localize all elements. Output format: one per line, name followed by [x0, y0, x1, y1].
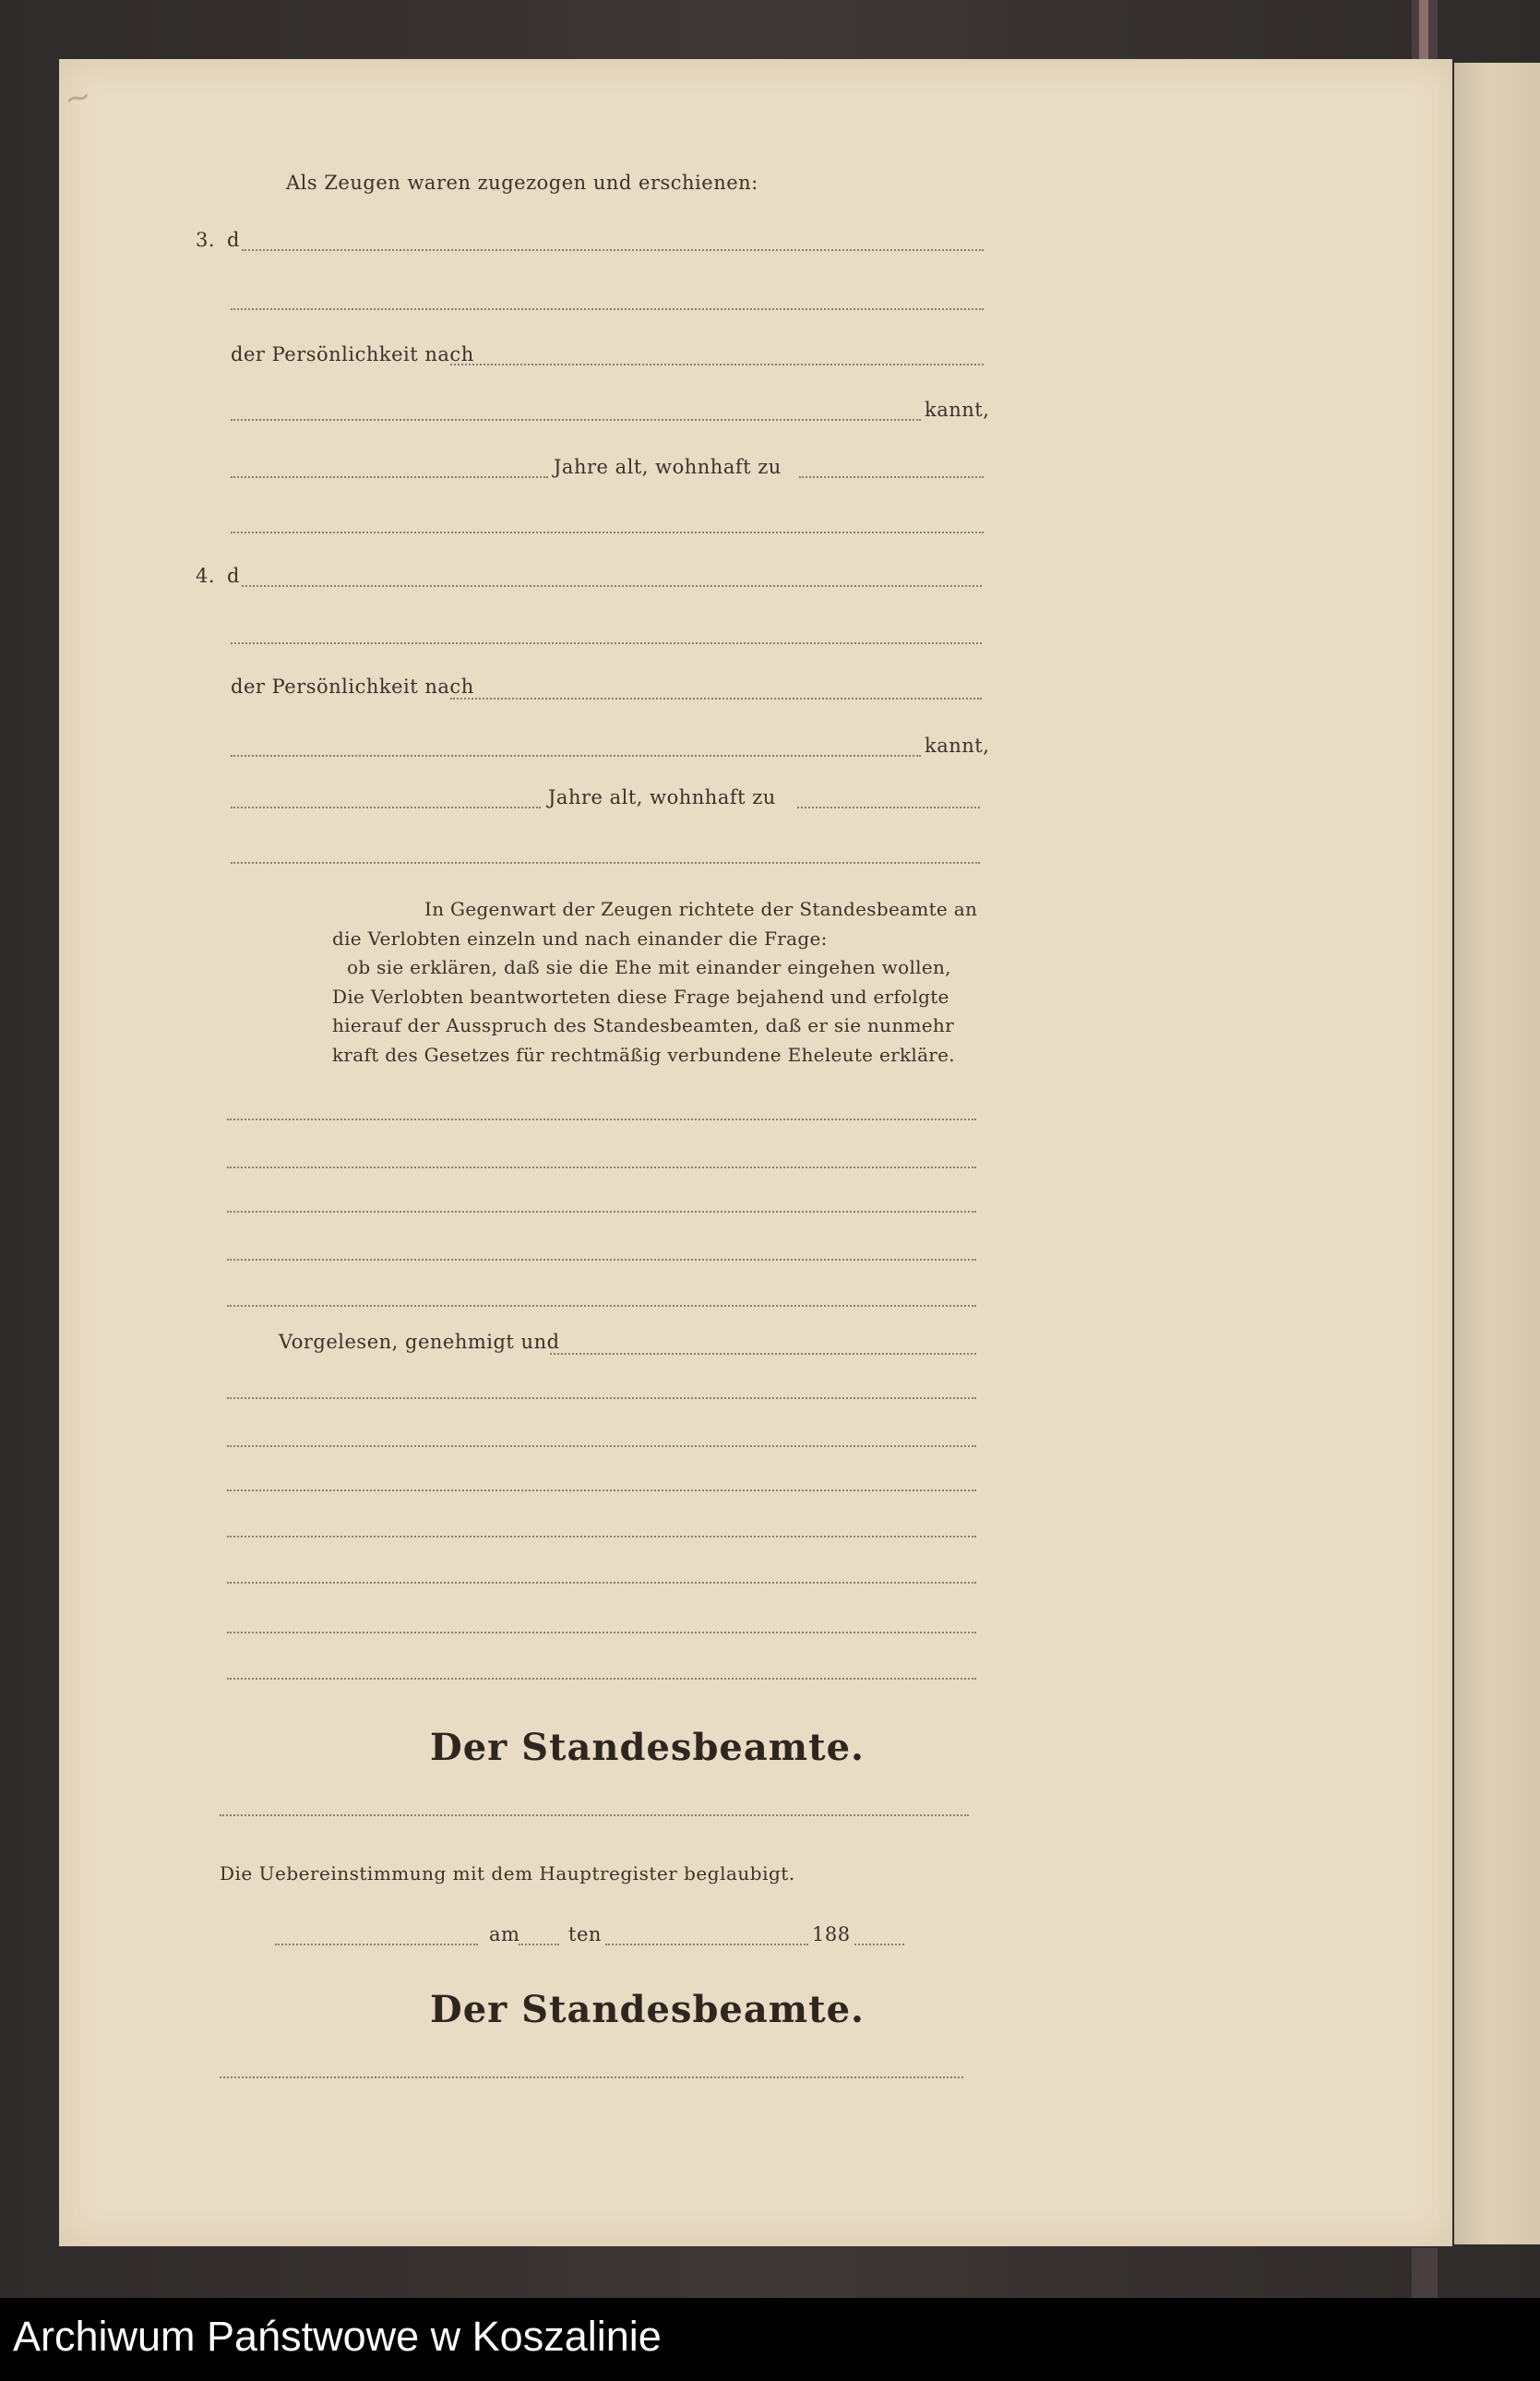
read-approved-line[interactable]: [550, 1353, 976, 1355]
witness-3-name-line[interactable]: [242, 249, 984, 251]
signature-line-7[interactable]: [227, 1678, 976, 1680]
date-ten-label: ten: [568, 1923, 602, 1945]
registrar-signature-line-2[interactable]: [220, 2076, 963, 2078]
blank-line-4[interactable]: [227, 1259, 976, 1261]
registrar-heading: Der Standesbeamte.: [430, 1726, 865, 1769]
ceremony-paragraph: [332, 895, 978, 1070]
blank-line-5[interactable]: [227, 1305, 976, 1307]
date-year-line[interactable]: [854, 1944, 904, 1945]
ceremony-line-4: Die Verlobten beantworteten diese Frage bejahend und erfolgte: [332, 985, 949, 1008]
witness-3-residence-line-2[interactable]: [231, 532, 984, 533]
witness-3-identity-line[interactable]: [450, 364, 984, 365]
witness-3-age-line[interactable]: [231, 476, 548, 478]
witness-3-identity-label: der Persönlichkeit nach: [231, 343, 474, 365]
signature-line-2[interactable]: [227, 1445, 976, 1447]
blank-line-3[interactable]: [227, 1211, 976, 1213]
witness-4-prefix: d: [227, 565, 240, 587]
witness-4-age-residence-label: Jahre alt, wohnhaft zu: [548, 786, 776, 808]
ceremony-line-6: kraft des Gesetzes für rechtmäßig verbundene Eheleute erkläre.: [332, 1043, 955, 1066]
witness-3-known-label: kannt,: [925, 399, 990, 421]
date-day-line[interactable]: [519, 1944, 559, 1945]
witness-4-name-line[interactable]: [242, 585, 982, 587]
ceremony-line-2: die Verlobten einzeln und nach einander die Frage:: [332, 927, 828, 950]
witness-4-number: 4.: [196, 565, 216, 587]
signature-line-6[interactable]: [227, 1632, 976, 1633]
witness-4-age-line[interactable]: [231, 807, 541, 808]
signature-line-3[interactable]: [227, 1490, 976, 1491]
witness-4-known-label: kannt,: [925, 735, 990, 757]
date-month-line[interactable]: [605, 1944, 808, 1945]
witness-3-known-line[interactable]: [231, 419, 921, 421]
witness-4-identity-label: der Persönlichkeit nach: [231, 676, 474, 698]
binding-spine-top: [1412, 0, 1438, 59]
witness-3-age-residence-label: Jahre alt, wohnhaft zu: [554, 456, 782, 478]
read-approved-label: Vorgelesen, genehmigt und: [279, 1331, 560, 1353]
pencil-mark: ~: [61, 77, 95, 119]
witness-3-prefix: d: [227, 229, 240, 251]
blank-line-2[interactable]: [227, 1167, 976, 1168]
witness-3-line-2[interactable]: [231, 308, 984, 310]
ceremony-line-5: hierauf der Ausspruch des Standesbeamten, daß er sie nunmehr: [332, 1014, 954, 1036]
ceremony-line-1: In Gegenwart der Zeugen richtete der Standesbeamte an: [424, 898, 978, 920]
witness-4-identity-line[interactable]: [450, 698, 982, 700]
witness-4-line-2[interactable]: [231, 642, 982, 644]
signature-line-5[interactable]: [227, 1582, 976, 1584]
witness-4-known-line[interactable]: [231, 755, 921, 757]
witness-3-number: 3.: [196, 229, 216, 251]
witness-4-residence-line-2[interactable]: [231, 862, 980, 864]
date-am-label: am: [489, 1923, 520, 1945]
signature-line-4[interactable]: [227, 1536, 976, 1537]
signature-line-1[interactable]: [227, 1397, 976, 1399]
document-page: [59, 59, 1452, 2246]
witness-4-residence-line[interactable]: [797, 807, 980, 808]
date-year-label: 188: [812, 1923, 851, 1945]
registrar-heading-2: Der Standesbeamte.: [430, 1988, 865, 2031]
binding-spine-bottom: [1412, 2248, 1438, 2298]
witness-intro: Als Zeugen waren zugezogen und erschienen:: [286, 172, 758, 194]
archive-label: Archiwum Państwowe w Koszalinie: [13, 2313, 662, 2360]
ceremony-line-3: ob sie erklären, daß sie die Ehe mit einander eingehen wollen,: [347, 956, 951, 978]
certification-place-line[interactable]: [275, 1944, 478, 1945]
witness-3-residence-line[interactable]: [799, 476, 984, 478]
adjacent-page-edge: [1454, 63, 1540, 2244]
registrar-signature-line[interactable]: [220, 1814, 969, 1816]
certification-text: Die Uebereinstimmung mit dem Hauptregister beglaubigt.: [220, 1862, 795, 1884]
blank-line-1[interactable]: [227, 1119, 976, 1120]
